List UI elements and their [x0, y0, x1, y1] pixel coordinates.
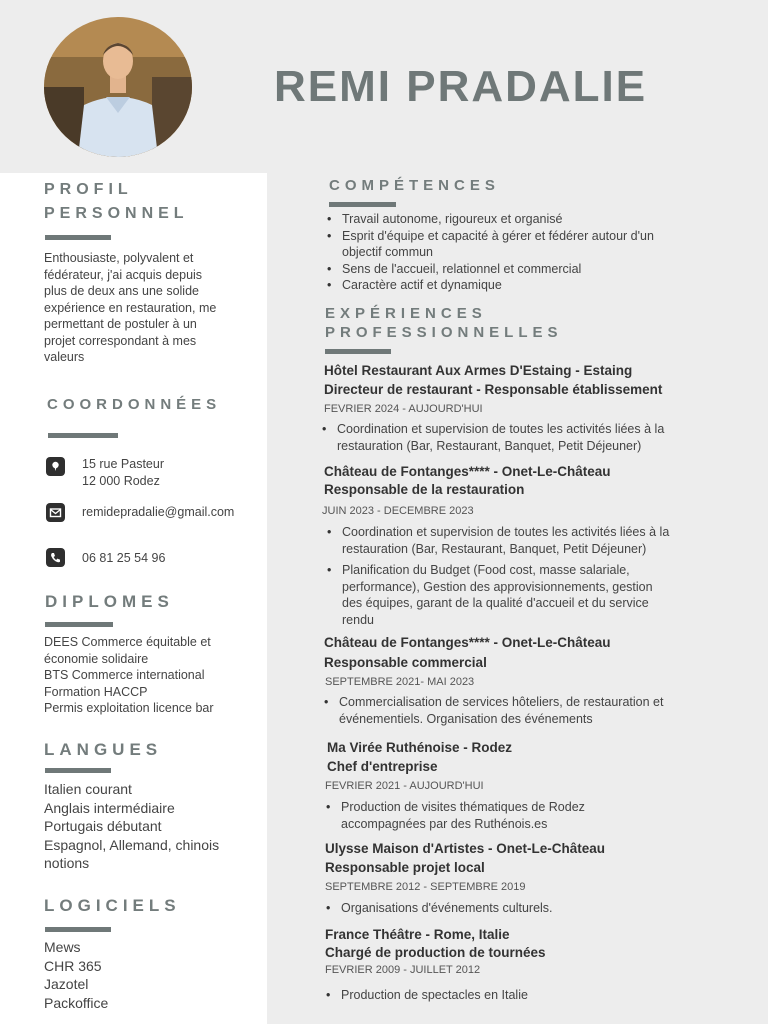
profil-line: expérience en restauration, me — [44, 300, 217, 315]
job-bullet: • Coordination et supervision de toutes les activités liées à la restauration (Bar, Restaurant, Banquet, Petit Déjeuner) — [320, 421, 664, 454]
logiciels-rule — [45, 927, 111, 932]
diplome-item: Formation HACCP — [44, 684, 148, 699]
candidate-name: REMI PRADALIE — [274, 62, 648, 111]
job-bullets — [325, 524, 669, 628]
coordonnees-rule — [48, 433, 118, 438]
job-dates: SEPTEMBRE 2012 - SEPTEMBRE 2019 — [325, 881, 526, 893]
job-role: Responsable de la restauration — [324, 482, 525, 497]
job-bullets — [324, 987, 528, 1004]
job-bullets — [324, 900, 553, 917]
logiciel-item: Packoffice — [44, 994, 109, 1011]
job-employer: Château de Fontanges**** - Onet-Le-Château — [324, 464, 611, 479]
diplome-item: Permis exploitation licence bar — [44, 701, 214, 715]
logiciel-item: Jazotel — [44, 976, 89, 993]
email-icon — [46, 503, 65, 522]
job-dates: FEVRIER 2021 - AUJOURD'HUI — [325, 780, 484, 792]
job-employer: Château de Fontanges**** - Onet-Le-Château — [324, 635, 611, 650]
diplomes-rule — [45, 622, 113, 627]
langue-item: Italien courant — [44, 781, 132, 797]
job-bullets — [320, 421, 664, 454]
job-bullet: • Production de visites thématiques de Rodez accompagnées par des Ruthénois.es — [324, 799, 585, 832]
competence-item: • Esprit d'équipe et capacité à gérer et fédérer autour d'un objectif commun — [325, 228, 654, 261]
phone-icon — [46, 548, 65, 567]
langue-item: Anglais intermédiaire — [44, 799, 175, 816]
address-line-2: 12 000 Rodez — [82, 473, 160, 488]
competence-item: • Caractère actif et dynamique — [325, 277, 654, 294]
profil-title-line1: PROFIL — [44, 181, 133, 198]
phone-number[interactable]: 06 81 25 54 96 — [82, 551, 166, 565]
job-employer: Hôtel Restaurant Aux Armes D'Estaing - Estaing — [324, 363, 633, 378]
profil-line: permettant de postuler à un — [44, 317, 197, 331]
profil-rule — [45, 235, 111, 240]
job-dates: JUIN 2023 - DECEMBRE 2023 — [322, 505, 474, 517]
job-dates: SEPTEMBRE 2021- MAI 2023 — [325, 676, 475, 688]
coordonnees-title: COORDONNÉES — [47, 396, 222, 413]
job-role: Responsable projet local — [325, 860, 485, 875]
competences-title: COMPÉTENCES — [329, 177, 500, 194]
profile-photo — [44, 17, 192, 157]
profil-line: projet correspondant à mes — [44, 333, 197, 348]
job-employer: Ma Virée Ruthénoise - Rodez — [327, 740, 513, 755]
job-bullet: • Commercialisation de services hôteliers, de restauration et événementiels. Organisation des événements — [322, 694, 663, 727]
diplomes-title: DIPLOMES — [45, 592, 174, 611]
competences-rule — [329, 202, 396, 207]
logiciels-title: LOGICIELS — [44, 896, 181, 915]
job-bullet: • Production de spectacles en Italie — [324, 987, 528, 1004]
job-role: Responsable commercial — [324, 655, 487, 670]
diplome-item: économie solidaire — [44, 651, 149, 666]
job-bullets — [324, 799, 585, 832]
email-link[interactable]: remidepradalie@gmail.com — [82, 505, 235, 519]
profil-line: Enthousiaste, polyvalent et — [44, 251, 194, 265]
job-bullets — [322, 694, 663, 727]
logiciel-item: CHR 365 — [44, 957, 102, 974]
langue-item: notions — [44, 855, 90, 872]
langues-rule — [45, 768, 111, 773]
job-role: Chargé de production de tournées — [325, 945, 546, 960]
profil-line: valeurs — [44, 350, 85, 364]
job-bullet: • Planification du Budget (Food cost, masse salariale, performance), Gestion des approvisionnements, gestion des équipes, garant de la qualité d'accueil et du service rendu — [325, 562, 669, 628]
competences-list — [325, 211, 654, 294]
experiences-title-line1: EXPÉRIENCES — [325, 305, 487, 322]
location-icon — [46, 457, 65, 476]
address-line-1: 15 rue Pasteur — [82, 457, 164, 471]
langue-item: Portugais débutant — [44, 818, 162, 835]
job-employer: Ulysse Maison d'Artistes - Onet-Le-Château — [325, 841, 606, 856]
diplome-item: DEES Commerce équitable et — [44, 635, 211, 649]
logiciel-item: Mews — [44, 939, 81, 955]
profil-title-line2: PERSONNEL — [44, 205, 189, 222]
experiences-title-line2: PROFESSIONNELLES — [325, 324, 563, 341]
profil-line: plus de deux ans une solide — [44, 284, 199, 298]
job-role: Chef d'entreprise — [327, 759, 438, 774]
job-bullet: • Organisations d'événements culturels. — [324, 900, 553, 917]
competence-item: • Travail autonome, rigoureux et organisé — [325, 211, 654, 228]
job-dates: FEVRIER 2024 - AUJOURD'HUI — [324, 403, 483, 415]
langues-title: LANGUES — [44, 740, 163, 759]
experiences-rule — [325, 349, 391, 354]
profil-line: fédérateur, j'ai acquis depuis — [44, 267, 203, 282]
job-dates: FEVRIER 2009 - JUILLET 2012 — [325, 964, 481, 976]
job-bullet: • Coordination et supervision de toutes les activités liées à la restauration (Bar, Restaurant, Banquet, Petit Déjeuner) — [325, 524, 669, 557]
competence-item: • Sens de l'accueil, relationnel et commercial — [325, 261, 654, 278]
diplome-item: BTS Commerce international — [44, 668, 205, 682]
job-role: Directeur de restaurant - Responsable établissement — [324, 382, 663, 397]
job-employer: France Théâtre - Rome, Italie — [325, 927, 510, 942]
langue-item: Espagnol, Allemand, chinois — [44, 836, 220, 853]
